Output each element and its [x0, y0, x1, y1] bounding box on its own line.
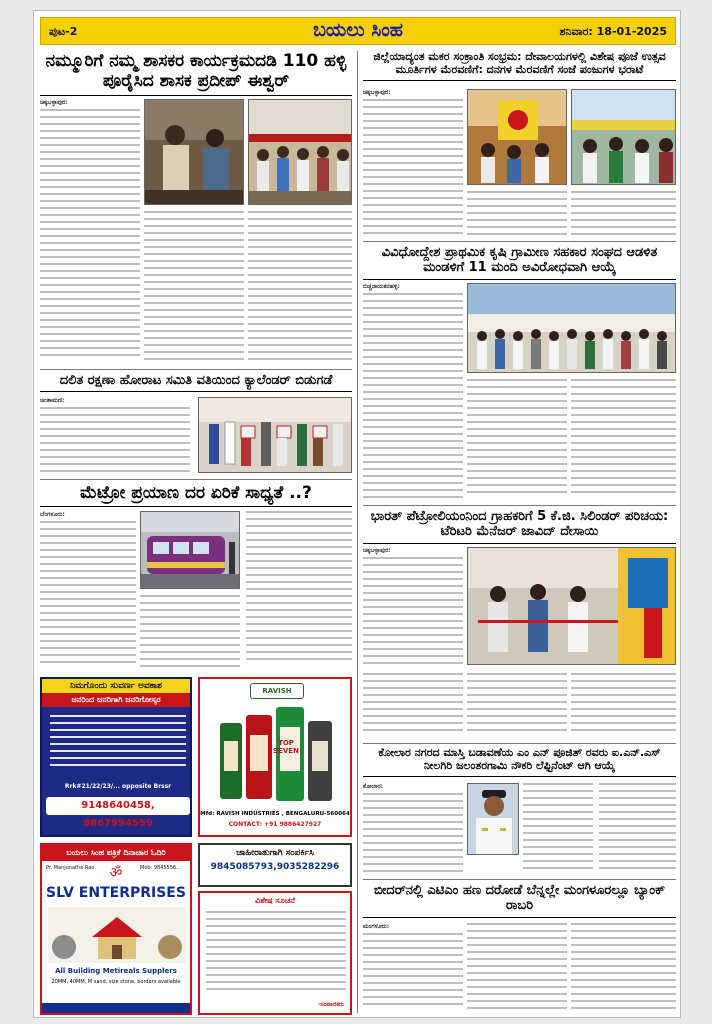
article-photo	[467, 89, 567, 185]
masthead	[40, 17, 676, 45]
notice-sign: -ಸಂಪಾದಕರು	[318, 1001, 344, 1008]
article-body	[467, 379, 567, 499]
article-headline: ದಲಿತ ರಕ್ಷಣಾ ಹೋರಾಟ ಸಮಿತಿ ವತಿಯಿಂದ ಕ್ಯಾಲೆಂಡರ್ ಬಿಡುಗಡೆ	[59, 373, 333, 388]
photo-public-gathering	[249, 100, 352, 205]
article-body	[363, 933, 463, 1013]
article-sankranti	[363, 51, 676, 239]
ad-code: Rrk#21/22/23/... opposite Brssr	[64, 783, 172, 790]
ad-ravish-industries	[198, 677, 352, 837]
article-pradeep	[40, 51, 352, 368]
article-cooperative	[363, 245, 676, 503]
article-body	[571, 379, 676, 499]
article-bidar-robbery	[363, 883, 676, 1015]
dateline: ಚಿಕ್ಕಬಳ್ಳಾಪುರ:	[363, 89, 391, 96]
article-body	[140, 595, 240, 671]
ad-title: ನಿಮಗೊಂದು ಸುವರ್ಣ ಅವಕಾಶ	[42, 679, 190, 693]
article-photo	[467, 783, 519, 855]
special-notice	[198, 891, 352, 1015]
ad-company: Mfd: RAVISH INDUSTRIES , BENGALURU-560064	[200, 811, 350, 817]
ad-body	[50, 715, 186, 779]
article-body	[363, 99, 463, 237]
ad-tagline: All Building Metireals Supplers	[55, 967, 177, 975]
ad-phone: 9845085793,9035282296	[210, 862, 340, 872]
ad-contact-box	[198, 843, 352, 887]
article-body	[363, 673, 463, 739]
dateline: ಚಿಕ್ಕಬಳ್ಳಾಪುರ:	[40, 99, 68, 106]
page-number: ಪುಟ-2	[49, 25, 78, 38]
article-headline: ವಿವಿಧೋದ್ದೇಶ ಪ್ರಾಥಮಿಕ ಕೃಷಿ ಗ್ರಾಮೀಣ ಸಹಕಾರ ಸಂಘದ ಆಡಳಿತ ಮಂಡಳಿಗೆ 11 ಮಂದಿ ಅವಿರೋಧವಾಗಿ ಆಯ್ಕೆ	[381, 245, 658, 276]
article-photo	[467, 283, 676, 373]
ad-subtitle: ಜನರಿಂದ ಜನರಿಗಾಗಿ ಜನರಿಗೋಸ್ಕರ	[42, 693, 190, 707]
newspaper-title: ಬಯಲು ಸಿಂಹ	[313, 19, 403, 41]
article-body	[248, 211, 352, 366]
article-body	[363, 293, 463, 501]
photo-temple-puja	[468, 90, 567, 185]
issue-date: ಶನಿವಾರ: 18-01-2025	[559, 25, 667, 38]
ad-person: Pr. Manjunatha Rao	[46, 865, 95, 871]
ad-person-phone: Mob: 9845556...	[140, 865, 181, 871]
om-icon: ॐ	[109, 865, 123, 881]
article-body	[571, 673, 676, 739]
article-body	[363, 793, 463, 875]
building-materials-image	[48, 907, 186, 963]
article-body	[467, 923, 567, 1013]
dateline: ಚಿಕ್ಕಬಳ್ಳಾಪುರ:	[363, 547, 391, 554]
notice-body	[206, 911, 346, 993]
dateline: ಬೆಂಗಳೂರು:	[40, 511, 65, 518]
article-photo	[571, 89, 676, 185]
column-divider	[357, 51, 358, 1013]
dateline: ಮಂಗಳೂರು:	[363, 923, 390, 930]
article-headline: ಬೀದರ್‌ನಲ್ಲಿ ಎಟಿಎಂ ಹಣ ದರೋಡೆ ಬೆನ್ನಲ್ಲೇ ಮಂಗಳೂರಲ್ಲೂ ಬ್ಯಾಂಕ್ ರಾಬರಿ	[373, 883, 666, 914]
article-photo	[140, 511, 240, 589]
photo-mla-meeting	[145, 100, 244, 205]
photo-cylinder-launch	[468, 548, 676, 665]
ad-farm-land	[40, 677, 192, 837]
dateline: ಚಿಂತಾಮಣಿ:	[40, 397, 65, 404]
ad-banner: ಬಯಲು ಸಿಂಹ ಪತ್ರಿಕೆ ದಿನಾಚಾರ ಓದಿರಿ	[42, 845, 190, 861]
article-body	[571, 191, 676, 237]
ad-company-name: SLV ENTERPRISES	[46, 885, 186, 901]
article-headline: ಭಾರತ್ ಪೆಟ್ರೋಲಿಯಂನಿಂದ ಗ್ರಾಹಕರಿಗೆ 5 ಕೆ.ಜಿ. ಸಿಲಿಂಡರ್ ಪರಿಚಯ: ಟೆರಿಟರಿ ಮೆನೆಜರ್ ಜಾವಿದ್ ದೇಸಾಯಿ	[370, 509, 669, 540]
article-photo	[467, 547, 676, 665]
ad-slv-enterprises	[40, 843, 192, 1015]
article-body	[40, 521, 136, 671]
article-body	[246, 511, 352, 671]
ad-brand: TOP SEVEN	[273, 739, 299, 755]
article-body	[467, 191, 567, 237]
photo-calendar-release	[199, 398, 352, 473]
ad-details: 20MM, 40MM, M sand, size stone, borders available	[51, 979, 181, 985]
article-headline: ಜಿಲ್ಲೆಯಾದ್ಯಂತ ಮಕರ ಸಂಕ್ರಾಂತಿ ಸಂಭ್ರಮ: ದೇವಾಲಯಗಳಲ್ಲಿ ವಿಶೇಷ ಪೂಜೆ ಉತ್ಸವ ಮೂರ್ತಿಗಳ ಮೆರವಣಿಗೆ: ದನಗಳ ಮೆರವಣಿಗೆ ಸಂಜೆ ಪಂಜುಗಳ ಭರಾಟೆ	[373, 51, 666, 76]
article-headline: ನಮ್ಮೂರಿಗೆ ನಮ್ಮ ಶಾಸಕರ ಕಾರ್ಯಕ್ರಮದಡಿ 110 ಹಳ್ಳಿ ಪೂರೈಸಿದ ಶಾಸಕ ಪ್ರದೀಪ್ ಈಶ್ವರ್	[45, 51, 347, 92]
photo-naval-officer	[468, 784, 519, 855]
article-headline: ಮೆಟ್ರೋ ಪ್ರಯಾಣ ದರ ಏರಿಕೆ ಸಾಧ್ಯತೆ ..?	[80, 483, 312, 503]
newspaper-page	[33, 10, 681, 1018]
photo-cattle-festival	[572, 90, 676, 185]
article-kolar-lieutenant	[363, 747, 676, 877]
article-body	[144, 211, 244, 366]
ad-phone: 9148640458, 8867994559	[46, 797, 190, 815]
ad-footer-bar	[42, 1003, 190, 1013]
notice-title: ವಿಶೇಷ ಸೂಚನೆ	[255, 896, 295, 905]
article-body	[40, 109, 140, 364]
article-metro	[40, 483, 352, 673]
article-body	[599, 783, 676, 875]
article-body	[467, 673, 567, 739]
article-photo	[198, 397, 352, 473]
article-photo	[248, 99, 352, 205]
ad-title: ಜಾಹೀರಾತುಗಾಗಿ ಸಂಪರ್ಕಿಸಿ	[236, 848, 314, 858]
photo-metro-train	[141, 512, 240, 589]
article-photo	[144, 99, 244, 205]
dateline: ಕೋಲಾರ:	[363, 783, 384, 790]
article-body	[363, 557, 463, 667]
ad-logo: RAVISH	[250, 683, 304, 699]
photo-cooperative-members	[468, 284, 676, 373]
article-dalit-calendar	[40, 373, 352, 477]
article-headline: ಕೋಲಾರ ನಗರದ ಮಾಸ್ತಿ ಬಡಾವಣೆಯ ಎಂ ಎನ್ ಪೂಜಿತ್ ರವರು ಐ.ಎನ್.ಎಸ್ ನೀಲಗಿರಿ ಜಲಂತರಗಾಮಿ ನೌಕರಿ ಲೆಫ್ಟಿನೆಂಟ್ ಆಗಿ ಆಯ್ಕೆ	[378, 747, 661, 772]
article-body	[40, 407, 190, 475]
article-body	[523, 783, 593, 875]
ad-contact: CONTACT: +91 9886427927	[228, 821, 322, 828]
article-body	[571, 923, 676, 1013]
article-bharat-petroleum	[363, 509, 676, 741]
dateline: ಬಿಚ್ಚನಾಯಕನಹಳ್ಳಿ:	[363, 283, 400, 290]
